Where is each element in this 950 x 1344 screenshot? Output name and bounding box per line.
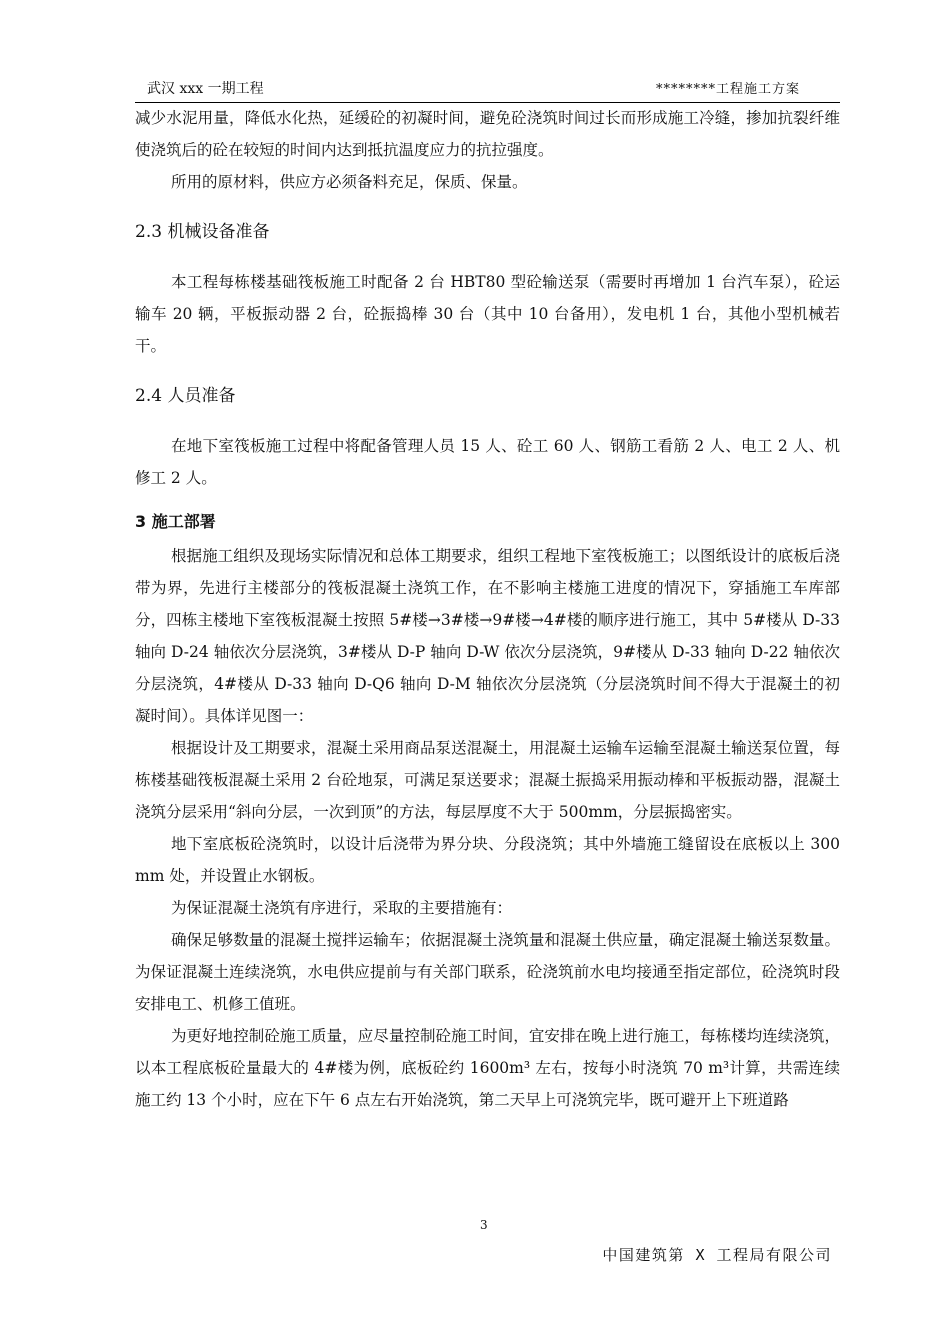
heading-2-3-equipment: 2.3 机械设备准备 xyxy=(135,222,270,242)
footer-company: 中国建筑第 X 工程局有限公司 xyxy=(602,1246,832,1264)
paragraph-measures-intro: 为保证混凝土浇筑有序进行，采取的主要措施有： xyxy=(171,899,513,917)
paragraph-cement-reduction: 减少水泥用量，降低水化热，延缓砼的初凝时间，避免砼浇筑时间过长而形成施工冷缝，掺加抗裂纤维使浇筑后的砼在较短的时间内达到抵抗温度应力的抗拉强度。 xyxy=(135,109,840,159)
paragraph-equipment: 本工程每栋楼基础筏板施工时配备 2 台 HBT80 型砼输送泵（需要时再增加 1 台汽车泵），砼运输车 20 辆，平板振动器 2 台，砼振捣棒 30 台（其中 10 台备用），发电机 1 台，其他小型机械若干。 xyxy=(135,273,840,355)
heading-2-4-personnel: 2.4 人员准备 xyxy=(135,386,236,406)
heading-3-deployment: 3 施工部署 xyxy=(135,512,216,531)
paragraph-measures-detail: 确保足够数量的混凝土搅拌运输车；依据混凝土浇筑量和混凝土供应量，确定混凝土输送泵数量。为保证混凝土连续浇筑，水电供应提前与有关部门联系，砼浇筑前水电均接通至指定部位，砼浇筑时段安排电工、机修工值班。 xyxy=(135,931,840,1013)
header-project-name: 武汉 xxx 一期工程 xyxy=(147,81,264,97)
header-document-title: ********工程施工方案 xyxy=(655,82,800,97)
paragraph-deployment-sequence: 根据施工组织及现场实际情况和总体工期要求，组织工程地下室筏板施工；以图纸设计的底板后浇带为界，先进行主楼部分的筏板混凝土浇筑工作，在不影响主楼施工进度的情况下，穿插施工车库部分，四栋主楼地下室筏板混凝土按照 5#楼→3#楼→9#楼→4#楼的顺序进行施工，其中 5#楼从 D-33 轴向 D-24 轴依次分层浇筑，3#楼从 D-P 轴向 D-W 依次分层浇筑，9#楼从 D-33 轴向 D-22 轴依次分层浇筑，4#楼从 D-33 轴向 D-Q6 轴向 D-M 轴依次分层浇筑（分层浇筑时间不得大于混凝土的初凝时间）。具体详见图一： xyxy=(135,547,840,725)
paragraph-personnel: 在地下室筏板施工过程中将配备管理人员 15 人、砼工 60 人、钢筋工看筋 2 人、电工 2 人、机修工 2 人。 xyxy=(135,437,840,487)
paragraph-basement-pour: 地下室底板砼浇筑时，以设计后浇带为界分块、分段浇筑；其中外墙施工缝留设在底板以上 300mm 处，并设置止水钢板。 xyxy=(135,835,840,885)
paragraph-material-supply: 所用的原材料，供应方必须备料充足，保质、保量。 xyxy=(171,173,528,191)
page-header xyxy=(135,78,840,100)
paragraph-concrete-method: 根据设计及工期要求，混凝土采用商品泵送混凝土，用混凝土运输车运输至混凝土输送泵位置，每栋楼基础筏板混凝土采用 2 台砼地泵，可满足泵送要求；混凝土振捣采用振动棒和平板振动器，混凝土浇筑分层采用“斜向分层，一次到顶”的方法，每层厚度不大于 500mm，分层振捣密实。 xyxy=(135,739,840,821)
page-number: 3 xyxy=(480,1218,488,1232)
paragraph-pour-timing: 为更好地控制砼施工质量，应尽量控制砼施工时间，宜安排在晚上进行施工，每栋楼均连续浇筑，以本工程底板砼量最大的 4#楼为例，底板砼约 1600m³ 左右，按每小时浇筑 70 m³计算，共需连续施工约 13 个小时，应在下午 6 点左右开始浇筑，第二天早上可浇筑完毕，既可避开上下班道路 xyxy=(135,1027,840,1109)
document-body xyxy=(135,102,840,1116)
